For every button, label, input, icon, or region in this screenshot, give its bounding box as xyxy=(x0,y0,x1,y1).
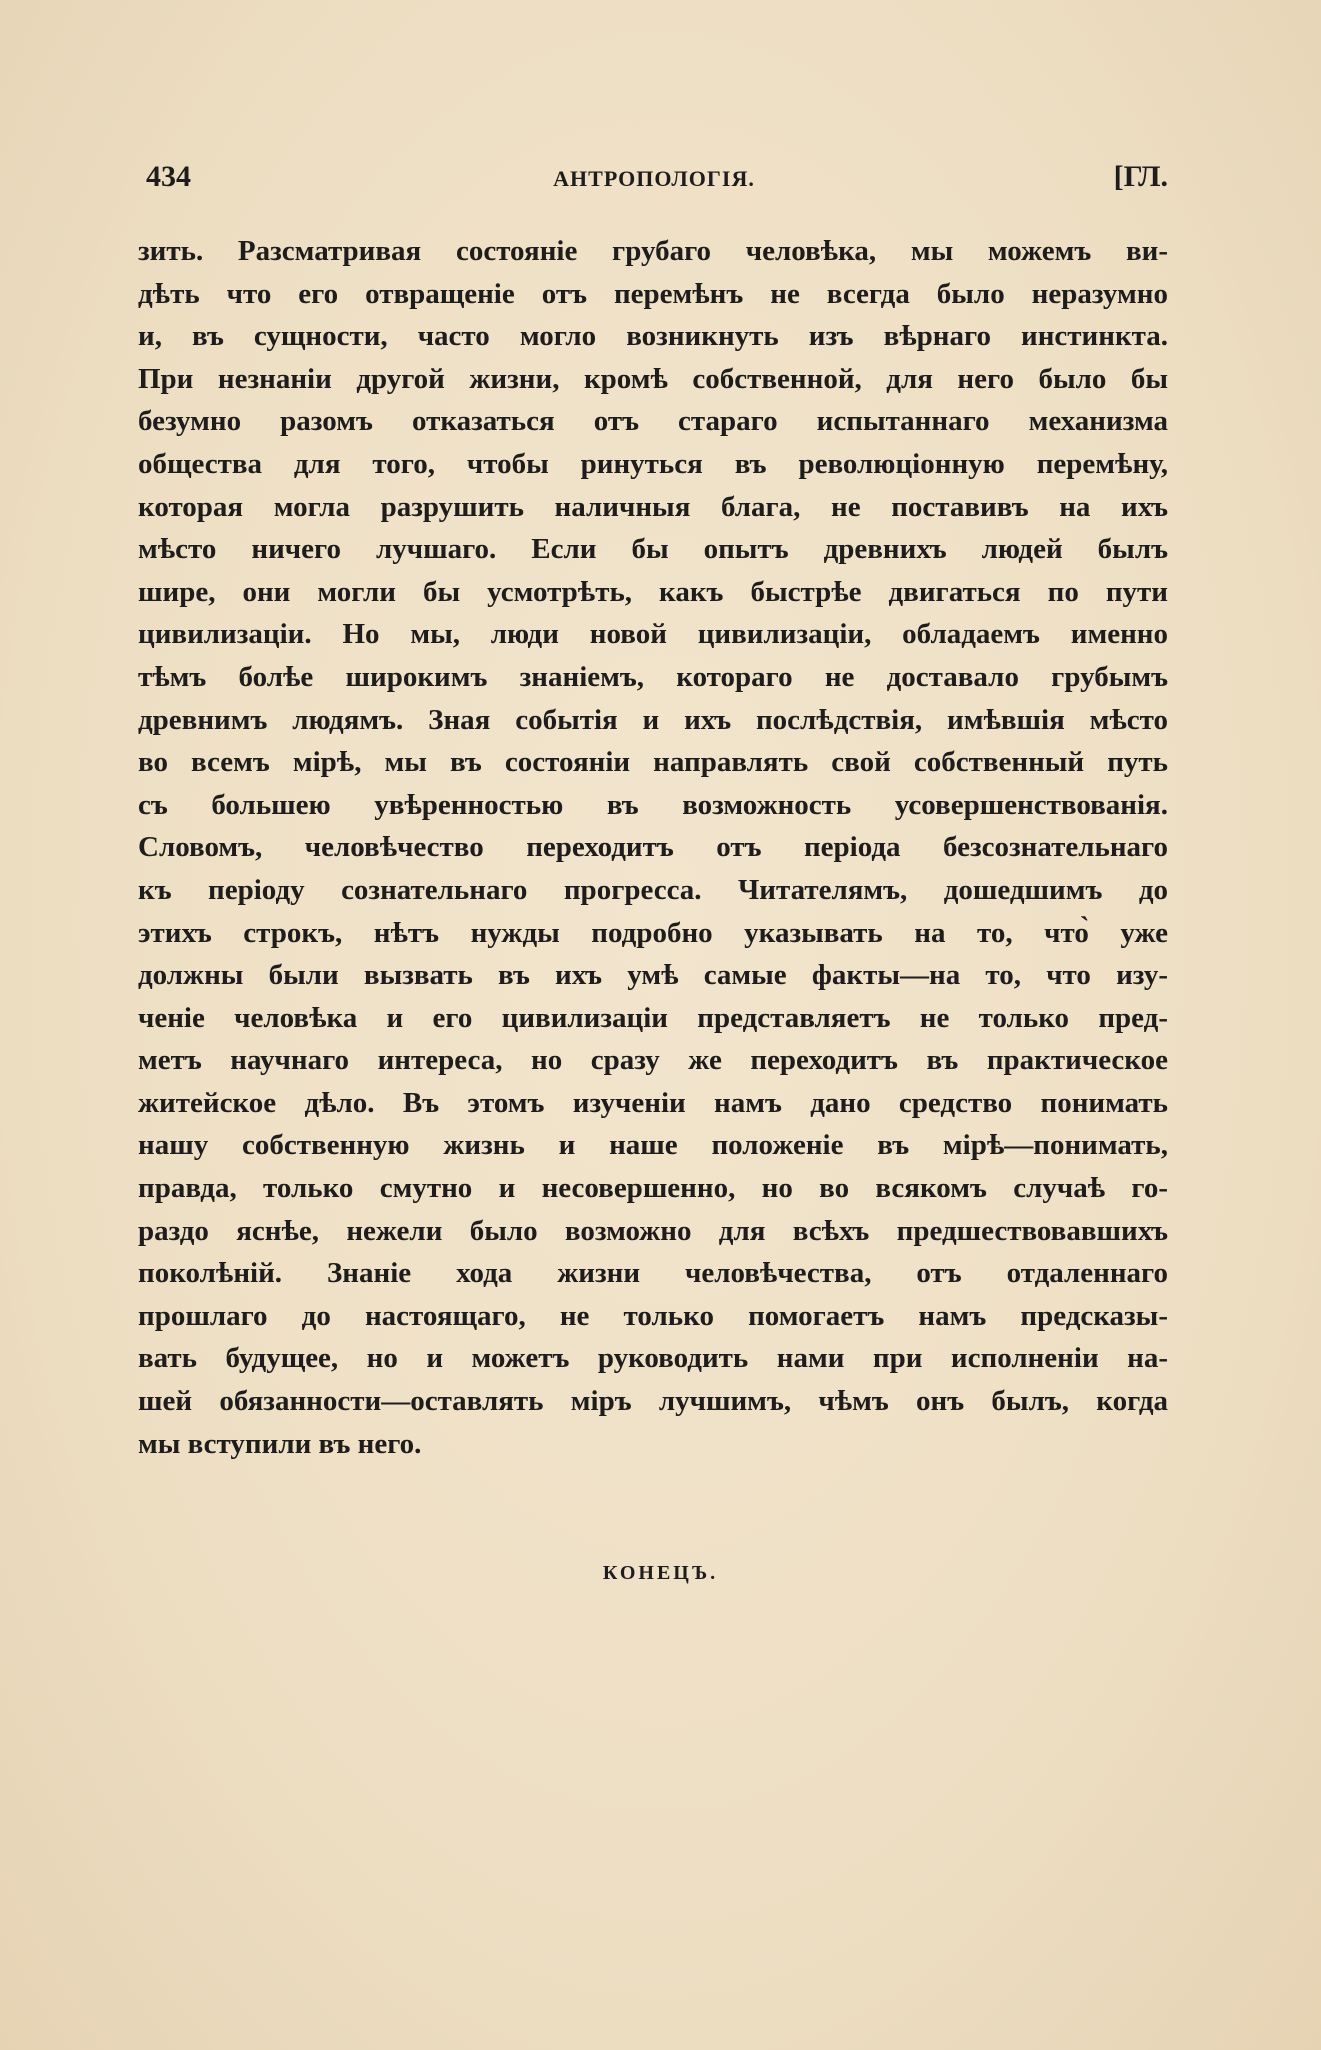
text-line: должны были вызвать въ ихъ умѣ самые факты—на то, что изу- xyxy=(138,959,1168,992)
text-line: При незнаніи другой жизни, кромѣ собственной, для него было бы xyxy=(138,362,1168,395)
text-line: правда, только смутно и несовершенно, но во всякомъ случаѣ го- xyxy=(138,1172,1168,1205)
text-line: древнимъ людямъ. Зная событія и ихъ послѣдствія, имѣвшія мѣсто xyxy=(138,703,1168,736)
text-line: тѣмъ болѣе широкимъ знаніемъ, котораго не доставало грубымъ xyxy=(138,660,1168,693)
text-line: дѣть что его отвращеніе отъ перемѣнъ не всегда было неразумно xyxy=(138,277,1168,310)
text-line: мѣсто ничего лучшаго. Если бы опытъ древнихъ людей былъ xyxy=(138,533,1168,566)
chapter-abbreviation: [ГЛ. xyxy=(1113,160,1168,193)
text-line: шей обязанности—оставлять міръ лучшимъ, чѣмъ онъ былъ, когда xyxy=(138,1385,1168,1418)
text-line: шире, они могли бы усмотрѣть, какъ быстрѣе двигаться по пути xyxy=(138,575,1168,608)
text-line: раздо яснѣе, нежели было возможно для всѣхъ предшествовавшихъ xyxy=(138,1214,1168,1247)
page-number: 434 xyxy=(146,160,191,193)
text-line: вать будущее, но и можетъ руководить нами при исполненіи на- xyxy=(138,1342,1168,1375)
running-title: АНТРОПОЛОГІЯ. xyxy=(553,166,755,191)
page-header xyxy=(140,160,1168,210)
end-marker: КОНЕЦЪ. xyxy=(602,1562,719,1584)
text-line: этихъ строкъ, нѣтъ нужды подробно указывать на то, что̀ уже xyxy=(138,916,1168,949)
text-line: которая могла разрушить наличныя блага, не поставивъ на ихъ xyxy=(138,490,1168,523)
text-line: зить. Разсматривая состояніе грубаго человѣка, мы можемъ ви- xyxy=(138,235,1168,267)
text-line: нашу собственную жизнь и наше положеніе въ мірѣ—понимать, xyxy=(138,1129,1168,1162)
text-line: общества для того, чтобы ринуться въ революціонную перемѣну, xyxy=(138,447,1168,480)
text-line: метъ научнаго интереса, но сразу же переходитъ въ практическое xyxy=(138,1044,1168,1077)
text-line: къ періоду сознательнаго прогресса. Читателямъ, дошедшимъ до xyxy=(138,873,1168,906)
text-line: и, въ сущности, часто могло возникнуть изъ вѣрнаго инстинкта. xyxy=(138,320,1168,353)
text-line: безумно разомъ отказаться отъ стараго испытаннаго механизма xyxy=(138,405,1168,438)
text-line: во всемъ мірѣ, мы въ состояніи направлять свой собственный путь xyxy=(138,746,1168,779)
text-line: житейское дѣло. Въ этомъ изученіи намъ дано средство понимать xyxy=(138,1086,1168,1119)
text-line: ченіе человѣка и его цивилизаціи представляетъ не только пред- xyxy=(138,1001,1168,1034)
body-paragraph xyxy=(138,230,1168,1465)
text-line: поколѣній. Знаніе хода жизни человѣчества, отъ отдаленнаго xyxy=(138,1257,1168,1290)
text-line: цивилизаціи. Но мы, люди новой цивилизаціи, обладаемъ именно xyxy=(138,618,1168,651)
text-line: мы вступили въ него. xyxy=(138,1427,422,1460)
text-line: прошлаго до настоящаго, не только помогаетъ намъ предсказы- xyxy=(138,1299,1168,1332)
text-line: Словомъ, человѣчество переходитъ отъ періода безсознательнаго xyxy=(138,831,1168,864)
text-line: съ большею увѣренностью въ возможность усовершенствованія. xyxy=(138,788,1168,821)
